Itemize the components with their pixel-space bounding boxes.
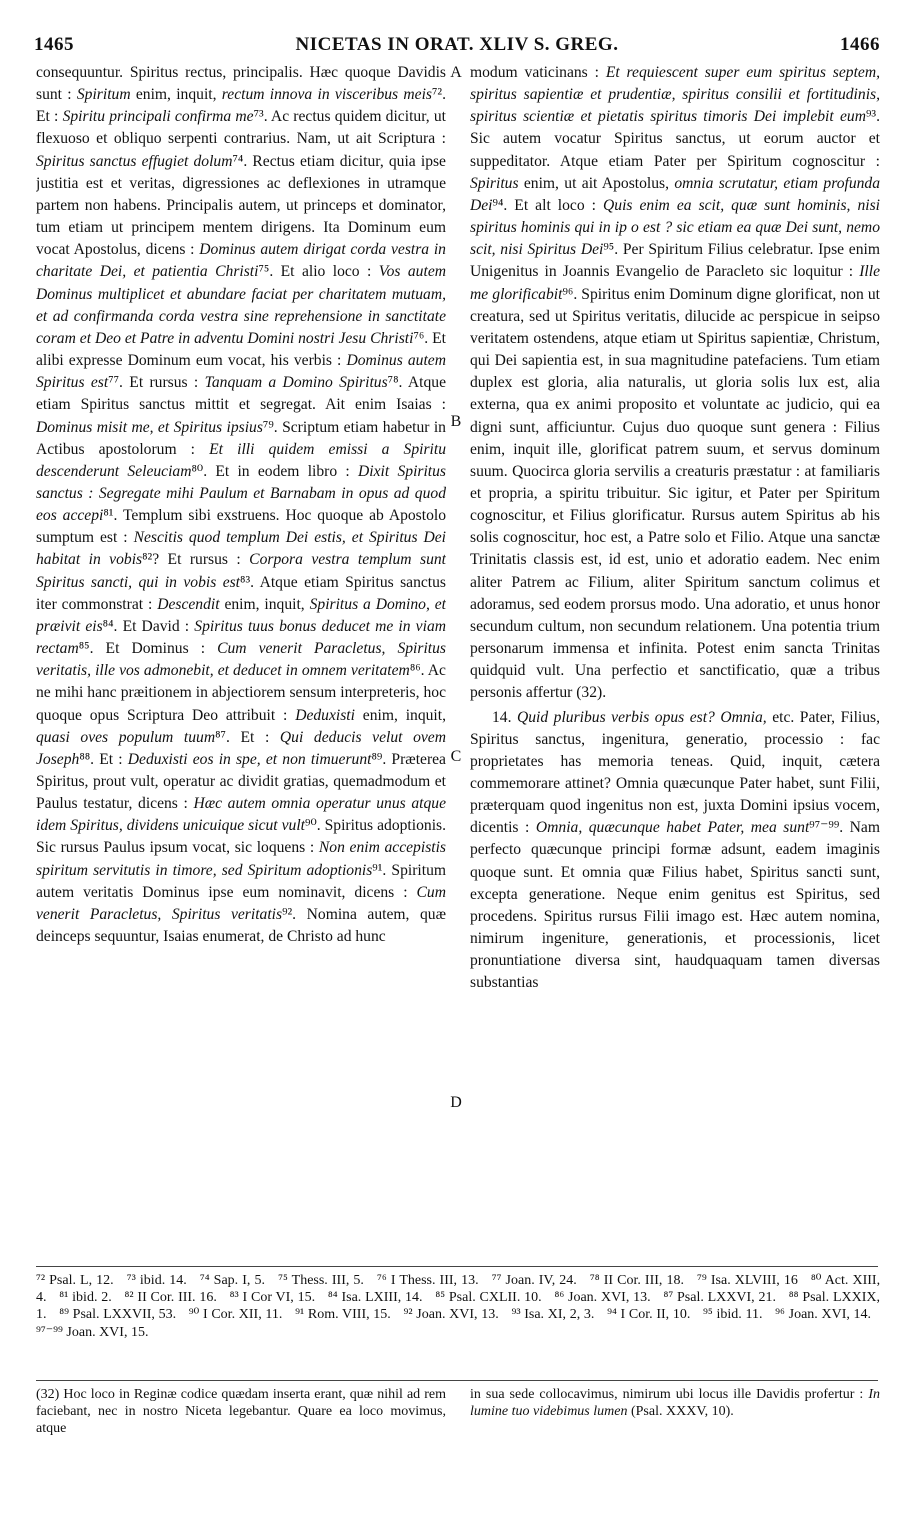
text-run: etc. Pater, Filius, Spiritus sanctus, ingenitura, generatio, processio : fac proprietates has memoria teneas. Quid, inquit, cætera commemorare attinet? Omnia quæcunque Pater habet, sunt Filii, præterquam quod ingenitus non est, juxta Domini ipsius vocem, dicentis : bbox=[470, 708, 880, 837]
text-run: ⁹². Nomina autem, quæ deinceps sequuntur, Isaias enumerat, de Christo ad hunc bbox=[36, 905, 446, 946]
right-column bbox=[470, 62, 880, 1262]
scripture-references bbox=[36, 1272, 880, 1372]
note-right-citation: (Psal. XXXV, 10). bbox=[627, 1404, 734, 1419]
editorial-note-left bbox=[36, 1386, 446, 1456]
text-run: ⁹⁵. Per Spiritum Filius celebratur. Ipse enim Unigenitus in Joannis Evangelio de Paracleto sic loquitur : bbox=[470, 241, 880, 281]
reference-entry: ⁹⁰ I Cor. XII, 11. bbox=[188, 1307, 283, 1323]
reference-entry: ⁸³ I Cor VI, 15. bbox=[229, 1290, 316, 1306]
quoted-scripture: Deduxisti eos in spe, et non timuerunt bbox=[127, 750, 372, 768]
right-column-paragraph-14 bbox=[470, 707, 880, 995]
quoted-scripture: Spiritus sanctus effugiet dolum bbox=[36, 152, 233, 170]
quoted-scripture: Descendit bbox=[157, 595, 220, 613]
page-number-left: 1465 bbox=[34, 34, 74, 55]
reference-entry: ⁷⁶ I Thess. III, 13. bbox=[377, 1273, 479, 1288]
text-run: ⁸⁴. Et David : bbox=[102, 617, 195, 635]
text-run: ⁸⁵. Et Dominus : bbox=[78, 640, 218, 658]
quoted-scripture: Spiritus bbox=[470, 174, 519, 192]
text-run: enim, inquit, bbox=[219, 595, 310, 613]
text-run: ⁷³. Ac rectus quidem dicitur, ut flexuoso et obliquo serpenti contrarius. Nam, ut ait Scriptura : bbox=[36, 108, 446, 148]
text-run: ⁷⁶. Et alibi expresse Dominum eum vocat, his verbis : bbox=[36, 329, 446, 370]
reference-entry: ⁹² Joan. XVI, 13. bbox=[403, 1307, 499, 1323]
text-run: ⁷⁵. Et alio loco : bbox=[258, 263, 379, 281]
reference-entry: ⁸⁹ Psal. LXXVII, 53. bbox=[59, 1307, 177, 1323]
quoted-scripture: Qui deducis velut ovem Joseph bbox=[36, 728, 446, 768]
reference-entry: ⁷⁴ Sap. I, 5. bbox=[199, 1273, 265, 1288]
reference-entry: ⁷⁵ Thess. III, 5. bbox=[278, 1273, 364, 1288]
margin-marker-a: A bbox=[450, 64, 462, 81]
reference-entry: ⁸⁸ Psal. LXXIX, 1. bbox=[36, 1290, 880, 1323]
text-run: ⁸⁸. Et : bbox=[79, 750, 128, 768]
quoted-scripture: Non enim accepistis spiritum servitutis in timore, sed Spiritum adoptionis bbox=[36, 839, 446, 879]
quoted-scripture: quasi oves populum tuum bbox=[36, 728, 216, 746]
text-run: ⁷⁸. Atque etiam Spiritus sanctus mittit et segregat. Ait enim Isaias : bbox=[36, 374, 446, 414]
text-run: ⁸⁶. Ac ne mihi hanc præitionem in abjectiorem sensum interpreteris, hoc quoque opus Scriptura Deo attribuit : bbox=[36, 662, 446, 724]
reference-entry: ⁷⁹ Isa. XLVIII, 16 bbox=[697, 1273, 798, 1288]
reference-entry: ⁷² Psal. L, 12. bbox=[36, 1273, 114, 1288]
quoted-scripture: Spiritus tuus bonus deducet me in viam rectam bbox=[36, 617, 446, 658]
footnote-divider bbox=[36, 1266, 878, 1267]
text-run: ⁸⁷. Et : bbox=[215, 728, 280, 746]
text-run: ⁸³. Atque etiam Spiritus sanctus iter commonstrat : bbox=[36, 573, 446, 613]
text-run: ⁷². Et : bbox=[36, 86, 446, 126]
quoted-scripture: Cum venerit Paracletus, Spiritus veritatis bbox=[36, 883, 446, 923]
text-run: enim, ut ait Apostolus, bbox=[518, 174, 675, 192]
text-run: ⁹⁴. Et alt loco : bbox=[492, 196, 604, 214]
reference-entry: ⁸¹ ibid. 2. bbox=[59, 1290, 112, 1306]
reference-entry: ⁸⁴ Isa. LXIII, 14. bbox=[327, 1290, 423, 1306]
quoted-scripture: Hæc autem omnia operatur unus atque idem Spiritus, dividens unicuique sicut vult bbox=[36, 795, 446, 835]
quoted-scripture: Ille me glorificabit bbox=[470, 263, 880, 303]
quoted-scripture: Spiritus a Domino, et præivit eis bbox=[36, 595, 446, 635]
quoted-scripture: Dominus autem Spiritus est bbox=[36, 352, 446, 392]
reference-entry: ⁸² II Cor. III. 16. bbox=[124, 1290, 217, 1306]
left-column-text bbox=[36, 62, 446, 948]
reference-entry: ⁹⁶ Joan. XVI, 14. bbox=[775, 1307, 872, 1323]
quoted-scripture: Corpora vestra templum sunt Spiritus sancti, qui in vobis est bbox=[36, 551, 446, 591]
text-run: ⁸¹. Templum sibi exstruens. Hoc quoque ab Apostolo sumptum est : bbox=[36, 507, 446, 547]
text-run: uuntur. Spiritus rectus, principalis. Hæc quoque Davidis sunt : bbox=[36, 64, 446, 104]
page-header bbox=[34, 34, 880, 58]
note-text-right bbox=[470, 1386, 880, 1420]
quoted-scripture: rectum innova in visceribus meis bbox=[221, 86, 432, 104]
quoted-scripture: Quis enim ea scit, quæ sunt hominis, nisi spiritus hominis qui in ip o est ? sic etiam ea quæ Dei sunt, nemo scit, nisi Spiritus Dei bbox=[470, 196, 880, 259]
reference-entry: ⁸⁰ Act. XIII, 4. bbox=[36, 1273, 880, 1306]
reference-entry: ⁸⁶ Joan. XVI, 13. bbox=[554, 1290, 651, 1306]
text-run: ⁹⁰. Spiritus adoptionis. Sic rursus Paulus ipsum vocat, sic loquens : bbox=[36, 817, 446, 857]
editorial-note-right bbox=[470, 1386, 880, 1456]
reference-entry: ⁹⁷⁻⁹⁹ Joan. XVI, 15. bbox=[36, 1324, 149, 1340]
quoted-scripture: Cum venerit Paracletus, Spiritus veritatis, ille vos admonebit, et deducet in omnem veritatem bbox=[36, 640, 446, 680]
text-run: ⁹⁷⁻⁹⁹. Nam perfecto quæcunque principi formæ adsunt, eadem imaginis quoque sunt. Et omnia quæ Filius habet, Spiritus sancti sunt, excepta generatione. Neque enim genitus est Spiritus, sed procedens. Spiritus rursus Filii imago est. Hæc autem nomina, nimirum ingeniture, generationis, et processionis, licet pronuntiatione diversa sint, haudquaquam tamen diversas substantias bbox=[470, 819, 880, 992]
quoted-scripture: Quid pluribus verbis opus est? Omnia, bbox=[517, 708, 767, 726]
text-run: ⁹⁶. Spiritus enim Dominum digne glorificat, non ut creatura, sed ut Spiritus veritatis, dilucide ac perspicue in seipso veritatem ostendens, atque etiam ut Spiritus sapientiæ, Christum, qui Dei sapientia est, in sua magnitudine patefaciens. Tum etiam duplex est gloria, alia naturalis, ut gloria solis lux est, alia externa, qua ex animi proposito et voluntate ac judicio, qui ea digni sunt, afficiuntur. Cujus duo quoque sunt genera : Filius enim, inquit ille, glorificat patrem suum, et servus dominum suum. Quocirca gloria servilis a creaturis præstatur : at familiaris et propria, a spiritu tribuitur. Sic igitur, et Pater per Spiritum cognoscitur, et Filius glorificatur. Rursus autem Spiritus ab his solis cognoscitur, hoc est, a Patre solo et Filio. Atque una sanctæ Trinitatis classis est, id est, unio et adoratio eadem. Nec enim aliter Patrem ac Filium, aliter Spiritum sanctum colimus et adoramus, sed eodem prorsus modo. Una adoratio, et unus honor secundum cultum, non secundum relationem. Una potentia trium personarum immensa et infinita. Potest enim sancta Trinitas quidquid vult. Una perfectio et sanctificatio, quæ a tribus personis affertur (32). bbox=[470, 285, 880, 702]
reference-entry: ⁹³ Isa. XI, 2, 3. bbox=[511, 1307, 595, 1323]
text-run: ⁸²? Et rursus : bbox=[142, 551, 250, 569]
quoted-scripture: Dominus autem dirigat corda vestra in charitate Dei, et patientia Christi bbox=[36, 241, 446, 281]
quoted-scripture: Nescitis quod templum Dei estis, et Spiritus Dei habitat in vobis bbox=[36, 529, 446, 569]
reference-entry: ⁹⁴ I Cor. II, 10. bbox=[607, 1307, 691, 1323]
text-run: conseq bbox=[36, 64, 80, 81]
quoted-scripture: Spiritu principali confirma me bbox=[62, 108, 254, 126]
quoted-scripture: Omnia, quæcunque habet Pater, mea sunt bbox=[535, 819, 810, 837]
note-text-left: (32) Hoc loco in Reginæ codice quædam inserta erant, quæ nihil ad rem faciebant, nec in nostro Niceta legebantur. Quare ea loco movimus, atque bbox=[36, 1387, 446, 1436]
reference-entry: ⁹¹ Rom. VIII, 15. bbox=[295, 1307, 391, 1323]
quoted-scripture: Spiritum bbox=[76, 86, 131, 104]
running-head: NICETAS IN ORAT. XLIV S. GREG. bbox=[295, 34, 619, 55]
text-run: enim, inquit, bbox=[130, 86, 222, 104]
quoted-scripture: omnia scrutatur, etiam profunda Dei bbox=[470, 174, 880, 214]
page-number-right: 1466 bbox=[840, 34, 880, 55]
note-right-quote: In lumine tuo videbimus lumen bbox=[470, 1387, 880, 1419]
text-run: ⁹¹. Spiritum autem veritatis Dominus ipse eum nominavit, dicens : bbox=[36, 861, 446, 901]
text-run: ⁹³. Sic autem vocatur Spiritus sanctus, ut eorum auctor et suppeditator. Atque etiam Pater per Spiritum cognoscitur : bbox=[470, 108, 880, 170]
quoted-scripture: Dominus misit me, et Spiritus ipsius bbox=[36, 418, 263, 436]
reference-entry: ⁸⁷ Psal. LXXVI, 21. bbox=[663, 1290, 776, 1306]
quoted-scripture: Tanquam a Domino Spiritus bbox=[204, 374, 388, 392]
text-run: ⁷⁹. Scriptum etiam habetur in Actibus apostolorum : bbox=[36, 418, 446, 458]
left-column bbox=[36, 62, 446, 1262]
quoted-scripture: Deduxisti bbox=[295, 706, 355, 724]
reference-entry: ⁸⁵ Psal. CXLII. 10. bbox=[435, 1290, 542, 1306]
margin-marker-c: C bbox=[450, 748, 462, 765]
reference-entry: ⁹⁵ ibid. 11. bbox=[703, 1307, 763, 1323]
right-column-paragraph bbox=[470, 62, 880, 705]
quoted-scripture: Et requiescent super eum spiritus septem, spiritus sapientiæ et prudentiæ, spiritus consilii et fortitudinis, spiritus scientiæ et pietatis spiritus timoris Dei implebit eum bbox=[470, 64, 880, 126]
text-run: ⁷⁴. Rectus etiam dicitur, quia ipse justitia est et veritas, digressiones ac deflexiones in utramque partem non habens. Principalis autem, ut princeps et dominator, tum etiam ut principem mentem dirigens. Ita Dominum eum vocat Apostolus, dicens : bbox=[36, 152, 446, 259]
note-right-text: in sua sede collocavimus, nimirum ubi locus ille Davidis profertur : bbox=[470, 1387, 869, 1402]
text-run: ⁷⁷. Et rursus : bbox=[108, 374, 205, 392]
quoted-scripture: Et illi quidem emissi a Spiritu descenderunt Seleuciam bbox=[36, 440, 446, 480]
text-run: 14. bbox=[492, 708, 517, 726]
reference-entry: ⁷⁷ Joan. IV, 24. bbox=[491, 1273, 577, 1288]
quoted-scripture: Vos autem Dominus multiplicet et abundare faciat per charitatem mutuam, et ad confirmanda corda vestra sine reprehensione in sanctitate coram et Deo et Patre in adventu Domini nostri Jesu Christi bbox=[36, 263, 446, 347]
text-run: enim, inquit, bbox=[354, 706, 446, 724]
reference-entry: ⁷³ ibid. 14. bbox=[126, 1273, 187, 1288]
text-run: ⁸⁰. Et in eodem libro : bbox=[191, 462, 359, 480]
text-run: modum vaticinans : bbox=[470, 64, 606, 81]
margin-marker-b: B bbox=[450, 413, 462, 430]
margin-marker-d: D bbox=[450, 1094, 462, 1111]
reference-entry: ⁷⁸ II Cor. III, 18. bbox=[589, 1273, 684, 1288]
quoted-scripture: Dixit Spiritus sanctus : Segregate mihi Paulum et Barnabam in opus ad quod eos accepi bbox=[36, 462, 446, 525]
notes-divider bbox=[36, 1380, 878, 1381]
text-run: ⁸⁹. Præterea Spiritus, prout vult, operatur ac dividit gratias, quemadmodum et Paulus testatur, dicens : bbox=[36, 750, 446, 813]
